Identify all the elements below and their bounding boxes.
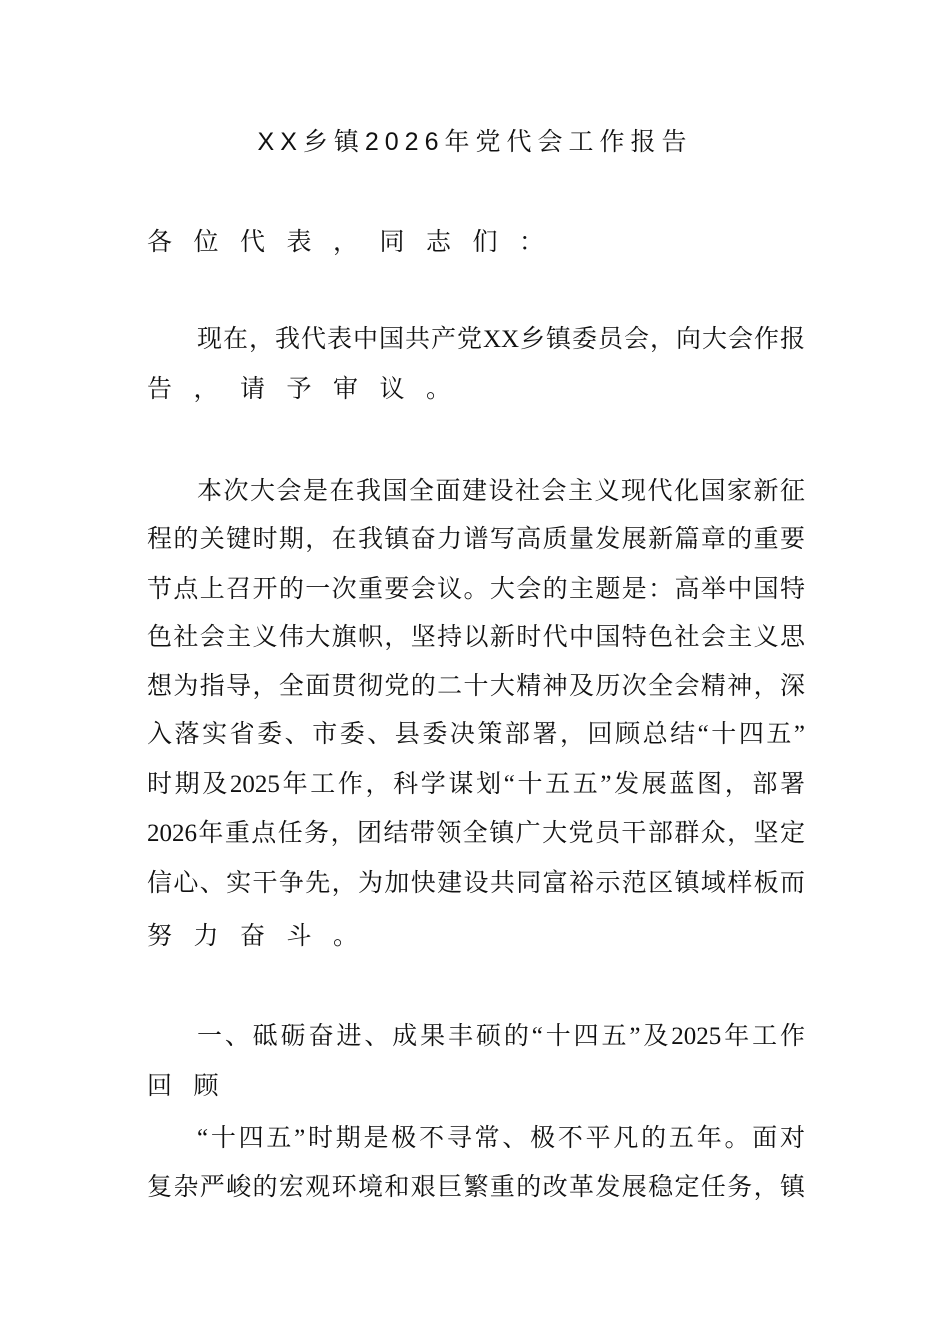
salutation: 各位代表，同志们： bbox=[147, 229, 566, 256]
text-line: 告，请予审议。 bbox=[147, 376, 473, 403]
text-line: 想为指导，全面贯彻党的二十大精神及历次全会精神，深 bbox=[147, 673, 805, 700]
text-line: 本次大会是在我国全面建设社会主义现代化国家新征 bbox=[197, 478, 805, 505]
text-line: “十四五”时期是极不寻常、极不平凡的五年。面对 bbox=[197, 1125, 805, 1152]
document-title: XX乡镇2026年党代会工作报告 bbox=[257, 128, 693, 156]
text-line: 信心、实干争先，为加快建设共同富裕示范区镇域样板而 bbox=[147, 870, 805, 897]
text-line: 入落实省委、市委、县委决策部署，回顾总结“十四五” bbox=[147, 721, 805, 748]
text-line: 节点上召开的一次重要会议。大会的主题是：高举中国特 bbox=[147, 576, 805, 603]
text-line: 色社会主义伟大旗帜，坚持以新时代中国特色社会主义思 bbox=[147, 624, 805, 651]
text-line: 现在，我代表中国共产党XX乡镇委员会，向大会作报 bbox=[197, 326, 805, 353]
text-line: 一、砥砺奋进、成果丰硕的“十四五”及2025年工作 bbox=[197, 1023, 805, 1050]
text-line: 程的关键时期，在我镇奋力谱写高质量发展新篇章的重要 bbox=[147, 526, 805, 553]
text-line: 回顾 bbox=[147, 1073, 241, 1100]
text-line: 复杂严峻的宏观环境和艰巨繁重的改革发展稳定任务，镇 bbox=[147, 1174, 805, 1201]
text-line: 2026年重点任务，团结带领全镇广大党员干部群众，坚定 bbox=[147, 820, 805, 847]
text-line: 时期及2025年工作，科学谋划“十五五”发展蓝图，部署 bbox=[147, 771, 805, 798]
text-line: 努力奋斗。 bbox=[147, 923, 380, 950]
